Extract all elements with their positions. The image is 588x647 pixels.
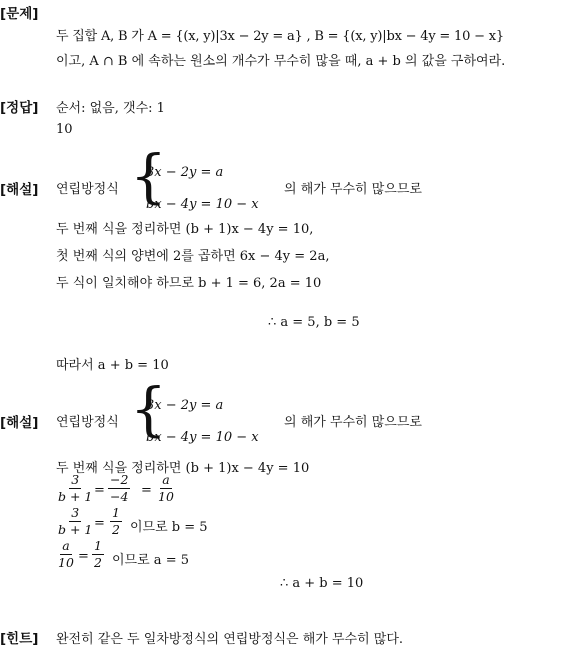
fraction-a-over-10 [156,474,176,503]
fraction-denominator: 2 [94,554,102,570]
fraction-3-over-b-plus-1 [56,507,94,536]
fraction-denominator: b + 1 [58,521,93,537]
fraction-numerator: 3 [71,505,80,520]
solution1-line-3: 두 식이 일치해야 하므로 b + 1 = 6, 2a = 10 [56,276,322,291]
equals-sign: = [94,516,105,531]
solution1-intro: 연립방정식 [56,182,119,197]
fraction-numerator: a [162,472,170,487]
solution1-line-1: 두 번째 식을 정리하면 (b + 1)x − 4y = 10, [56,222,314,237]
fraction-1-over-2 [92,540,104,569]
system-brace-1: { [130,142,167,210]
equals-sign: = [78,549,89,564]
problem-line-2: 이고, A ∩ B 에 속하는 원소의 개수가 무수히 많을 때, a + b 의 값을 구하여라. [56,54,506,69]
solution2-eq2: bx − 4y = 10 − x [146,430,259,445]
fraction-numerator: 1 [112,505,120,520]
answer-label: [정답] [0,100,39,116]
fraction-denominator: b + 1 [58,488,93,504]
fraction-1-over-2 [110,507,122,536]
solution1-therefore: ∴ a = 5, b = 5 [268,315,360,330]
solution1-line-2: 첫 번째 식의 양변에 2를 곱하면 6x − 4y = 2a, [56,249,330,264]
fraction-numerator: 1 [94,538,102,553]
fraction-numerator: −2 [110,472,129,487]
solution2-tail-1: 이므로 b = 5 [130,520,208,535]
solution1-final: 따라서 a + b = 10 [56,358,169,373]
fraction-a-over-10 [56,540,76,569]
solution2-tail-2: 이므로 a = 5 [112,553,189,568]
solution2-intro: 연립방정식 [56,415,119,430]
fraction-3-over-b-plus-1 [56,474,94,503]
answer-line-2: 10 [56,122,73,137]
solution-label-1: [해설] [0,182,39,198]
hint-label: [힌트] [0,631,39,647]
problem-line-1: 두 집합 A, B 가 A = {(x, y)|3x − 2y = a} , B = {(x, y)|bx − 4y = 10 − x} [56,29,504,44]
fraction-denominator: 10 [158,488,174,504]
solution1-eq2: bx − 4y = 10 − x [146,197,259,212]
system-brace-2: { [130,375,167,443]
equals-sign: = [94,483,105,498]
fraction-numerator: a [62,538,70,553]
fraction-denominator: −4 [110,488,129,504]
fraction-denominator: 2 [112,521,120,537]
equals-sign: = [141,483,152,498]
fraction-denominator: 10 [58,554,74,570]
problem-label: [문제] [0,6,39,22]
fraction-neg2-over-neg4 [108,474,130,503]
hint-text: 완전히 같은 두 일차방정식의 연립방정식은 해가 무수히 많다. [56,632,404,647]
solution2-line-1: 두 번째 식을 정리하면 (b + 1)x − 4y = 10 [56,461,310,476]
solution1-eq1: 3x − 2y = a [146,165,224,180]
answer-line-1: 순서: 없음, 갯수: 1 [56,101,165,116]
solution2-eq1: 3x − 2y = a [146,398,224,413]
solution1-suffix: 의 해가 무수히 많으므로 [284,182,422,197]
solution2-suffix: 의 해가 무수히 많으므로 [284,415,422,430]
fraction-numerator: 3 [71,472,80,487]
solution-label-2: [해설] [0,415,39,431]
solution2-result: ∴ a + b = 10 [280,576,364,591]
